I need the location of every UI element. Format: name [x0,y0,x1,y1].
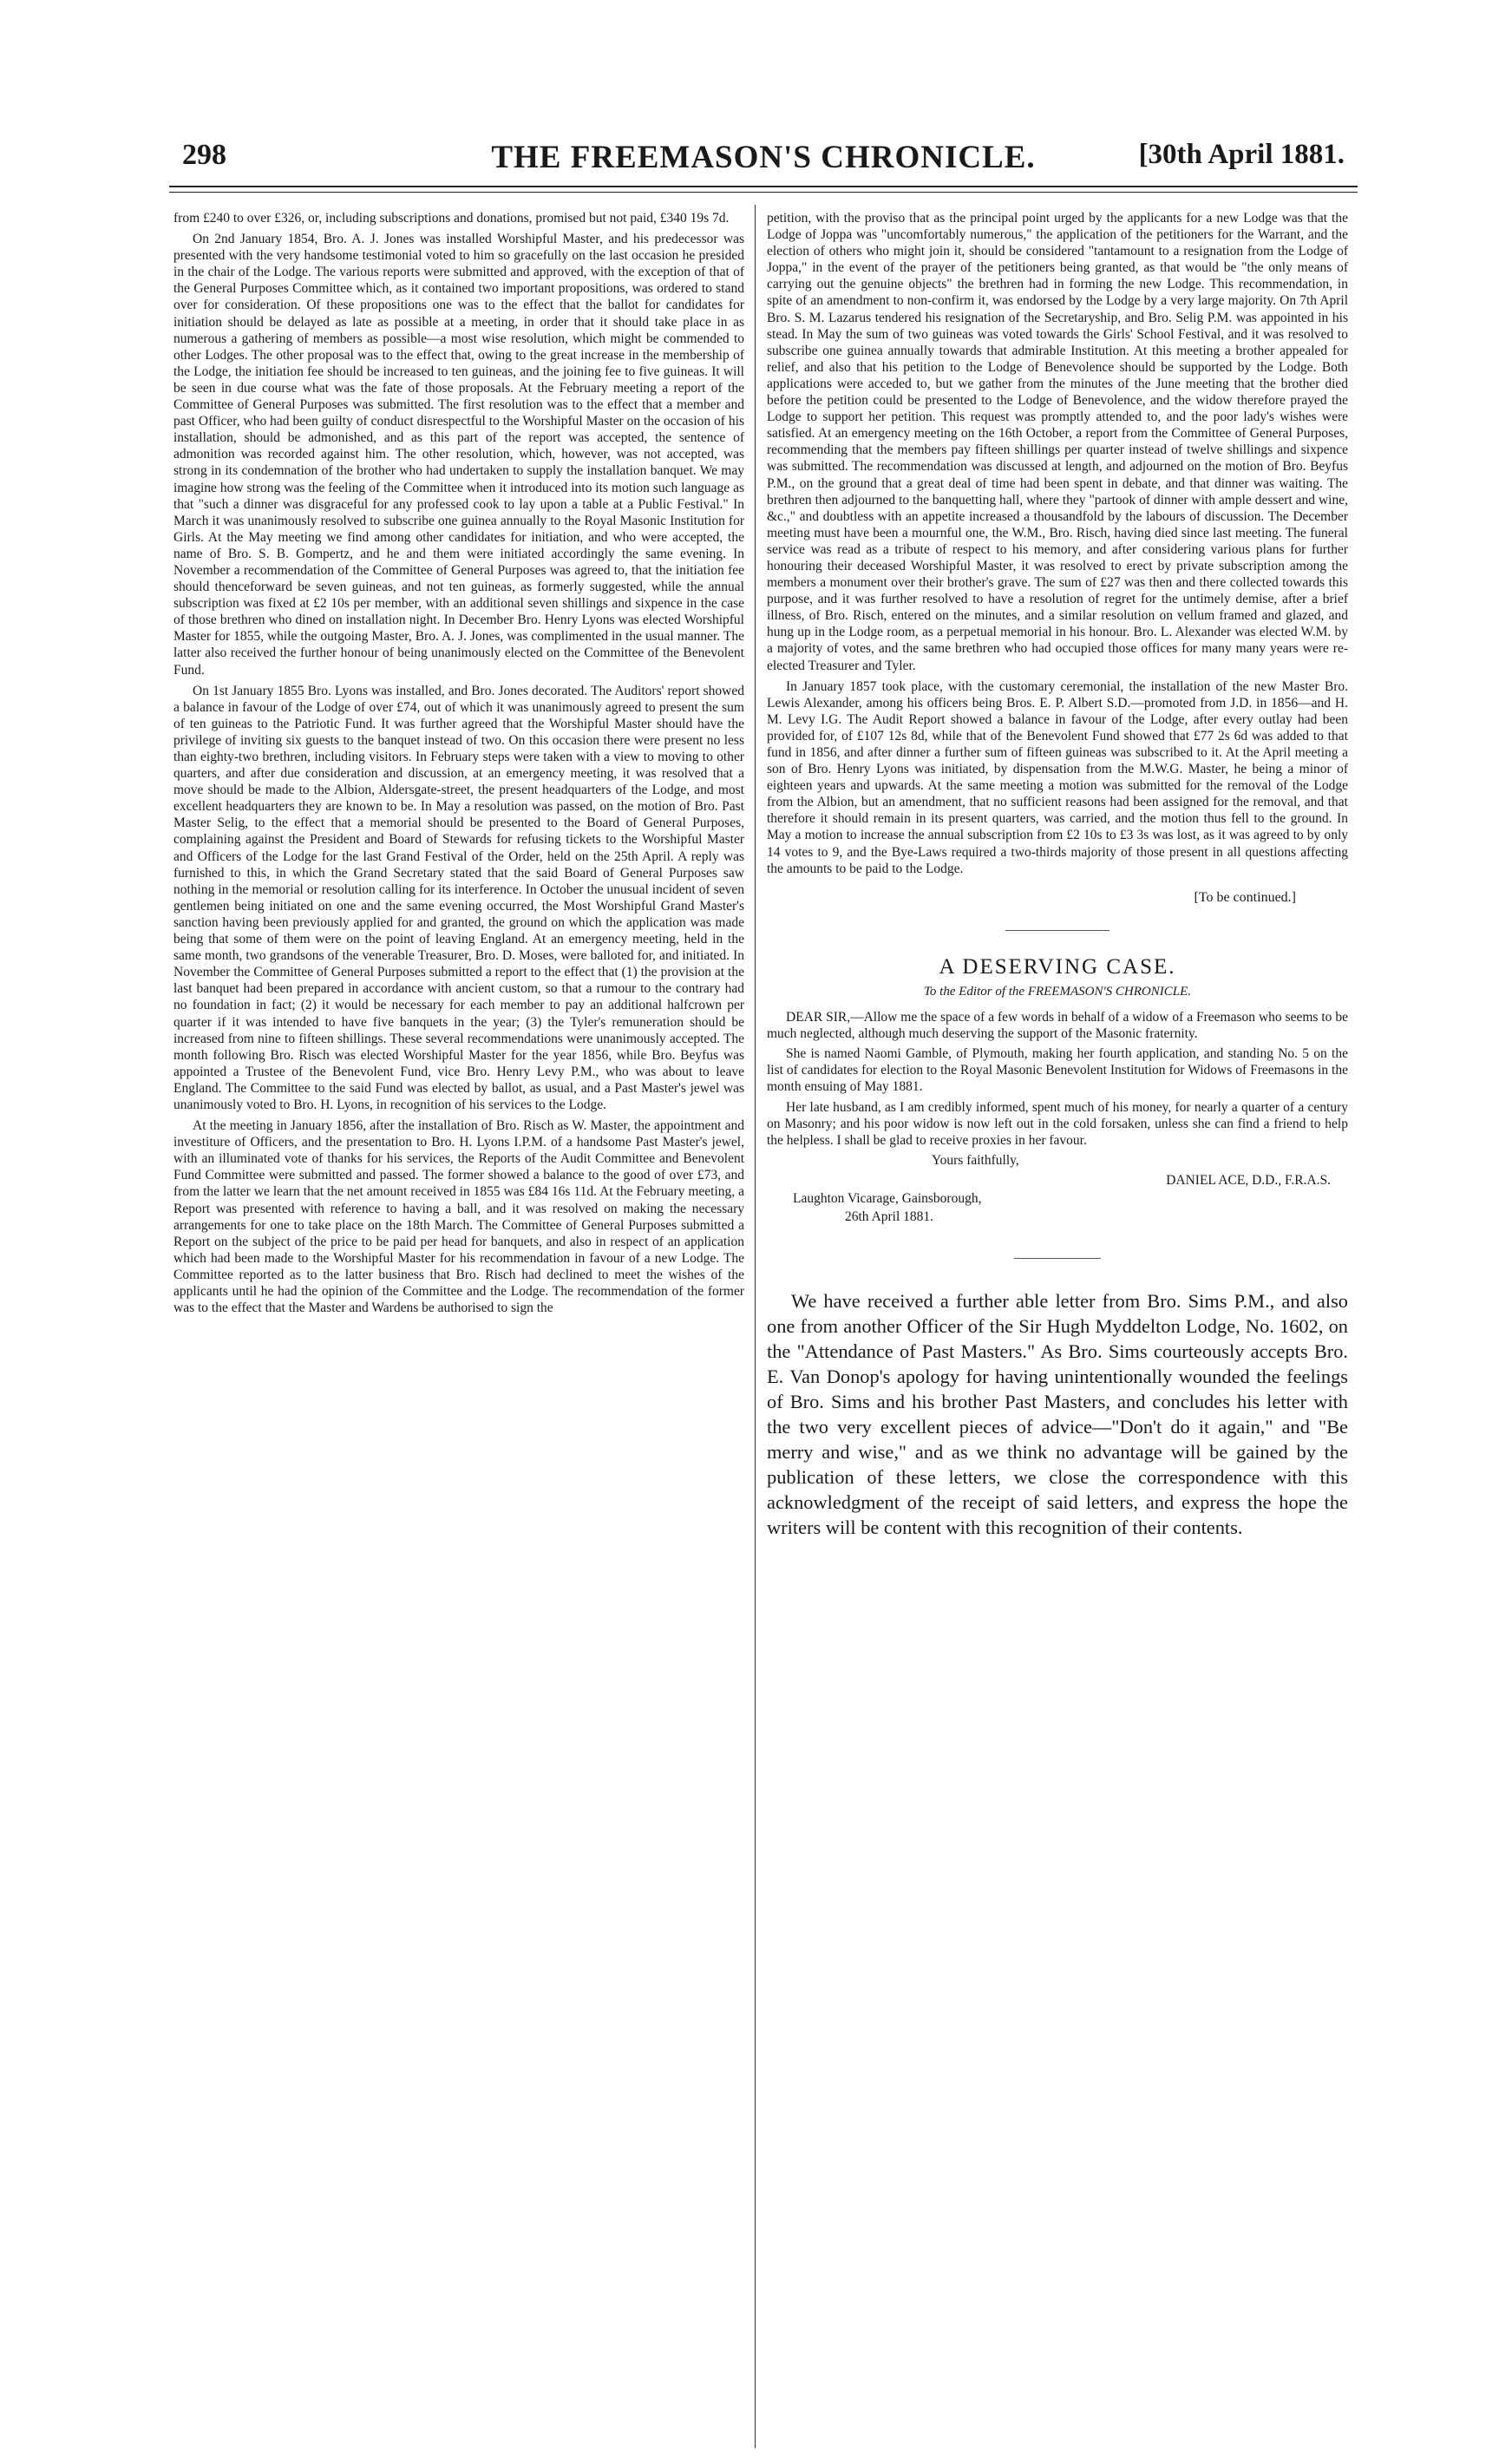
column-divider [755,205,756,2448]
left-column [173,210,744,2448]
article-paragraph: In January 1857 took place, with the customary ceremonial, the installation of the new Master Bro. Lewis Alexander, among his officers being Bros. E. P. Albert S.D.—promoted from J.D. in 1856—and H. M. Levy I.G. The Audit Report showed a balance in favour of the Lodge, after every outlay had been provided for, of £107 12s 8d, while that of the Benevolent Fund showed that £77 2s 6d was added to that fund in 1856, and after dinner a further sum of fifteen guineas was subscribed to it. At the April meeting a son of Bro. Henry Lyons was initiated, by dispensation from the M.W.G. Master, he being a minor of eighteen years and upwards. At the same meeting a motion was submitted for the removal of the Lodge from the Albion, but an amendment, that no sufficient reasons had been assigned for the removal, and that therefore it should remain in its present quarters, was carried, and the motion thus fell to the ground. In May a motion to increase the annual subscription from £2 10s to £3 3s was lost, as it was agreed to by only 14 votes to 9, and the Bye-Laws required a two-thirds majority of those present in all questions affecting the amounts to be paid to the Lodge. [767,678,1348,876]
header-rule [169,186,1358,187]
letter-paragraph: DEAR SIR,—Allow me the space of a few words in behalf of a widow of a Freemason who seems to be much neglected, although much deserving the support of the Masonic fraternity. [767,1010,1348,1042]
article-paragraph: petition, with the proviso that as the principal point urged by the applicants for a new Lodge was that the Lodge of Joppa was "uncomfortably numerous," the application of the petitioners for the Warrant, and the election of others who might join it, should be considered "tantamount to a resignation from the Lodge of Joppa," in the event of the prayer of the petitioners being granted, as that would be "the only means of carrying out the genuine objects" the brethren had in forming the new Lodge. This recommendation, in spite of an amendment to non-confirm it, was endorsed by the Lodge by a very large majority. On 7th April Bro. S. M. Lazarus tendered his resignation of the Secretaryship, and Bro. Selig P.M. was appointed in his stead. In May the sum of two guineas was voted towards the Girls' School Festival, and it was resolved to subscribe one guinea annually towards that admirable Institution. At this meeting a brother appealed for relief, and also that his petition to the Lodge of Benevolence should be supported by the Lodge. Both applications were acceded to, but we gather from the minutes of the June meeting that the brother died before the petition could be presented to the Lodge of Benevolence, and the widow therefore prayed the Lodge to support her petition. This request was promptly attended to, and the poor lady's wishes were satisfied. At an emergency meeting on the 16th October, a report from the Committee of General Purposes, recommending that the members pay fifteen shillings per quarter instead of twelve shillings and sixpence was submitted. The recommendation was discussed at length, and adjourned on the motion of Bro. Beyfus P.M., on the ground that a great deal of time had been spent in debate, and that dinner was waiting. The brethren then adjourned to the banquetting hall, where they "partook of dinner with ample dessert and wine, &c.," and doubtless with an appetite increased a thousandfold by the labours of discussion. The December meeting must have been a mournful one, the W.M., Bro. Risch, having died since last meeting. The funeral service was read as a tribute of respect to his memory, and after considering various plans for further honouring their deceased Worshipful Master, it was resolved to erect by private subscription among the members a monument over their brother's grave. The sum of £27 was then and there collected towards this purpose, and it was further resolved to have a resolution of regret for the untimely demise, after a brief illness, of Bro. Risch, entered on the minutes, and a similar resolution on vellum framed and glazed, and hung up in the Lodge room, as a perpetual memorial in his honour. Bro. L. Alexander was elected W.M. by a majority of votes, and the same brethren who had occupied those offices for many many years were re-elected Treasurer and Tyler. [767,211,1348,673]
letter-date: 26th April 1881. [845,1209,934,1225]
letter-place: Laughton Vicarage, Gainsborough, [793,1190,982,1206]
header-rule-thin [169,192,1358,193]
editorial-note: We have received a further able letter from Bro. Sims P.M., and also one from another Officer of the Sir Hugh Myddelton Lodge, No. 1602, on the "Attendance of Past Masters." As Bro. Sims courteously accepts Bro. E. Van Donop's apology for having unintentionally wounded the feelings of Bro. Sims and his brother Past Masters, and concludes his letter with the two very excellent pieces of advice—"Don't do it again," and "Be merry and wise," and as we think no advantage will be gained by the publication of these letters, we close the correspondence with this acknowledgment of the receipt of said letters, and express the hope the writers will be content with this recognition of their contents. [767,1290,1348,1539]
letter-paragraph: She is named Naomi Gamble, of Plymouth, making her fourth application, and standing No. 5 on the list of candidates for election to the Royal Masonic Benevolent Institution for Widows of Freemasons in the month ensuing of May 1881. [767,1046,1348,1095]
letter-section [767,954,1348,1225]
article-paragraph: On 2nd January 1854, Bro. A. J. Jones was installed Worshipful Master, and his predecessor was presented with the very handsome testimonial voted to him so gracefully on the last occasion he presided in the chair of the Lodge. The various reports were submitted and approved, with the exception of that of the General Purposes Committee which, as it contained two important propositions, was ordered to stand over for consideration. Of these propositions one was to the effect that the ballot for candidates for initiation should be delayed as late as possible at a meeting, in order that it should take place in as numerous a gathering of members as possible—a most wise resolution, which might be commended to other Lodges. The other proposal was to the effect that, owing to the great increase in the membership of the Lodge, the initiation fee should be increased to ten guineas, and the joining fee to five guineas. It will be seen in due course what was the fate of those proposals. At the February meeting a report of the Committee of General Purposes was submitted. The first resolution was to the effect that a member and past Officer, who had been guilty of conduct disrespectful to the Worshipful Master on the occasion of his installation, should be admonished, and as this part of the report was accepted, the sentence of admonition was recorded against him. The other resolution, which, however, was not accepted, was strong in its condemnation of the brother who had undertaken to supply the installation banquet. We may imagine how strong was the feeling of the Committee when it introduced into its motion such language as that "such a dinner was disgraceful for any professed cook to lay upon a table at a Public Festival." In March it was unanimously resolved to subscribe one guinea annually to the Royal Masonic Institution for Girls. At the May meeting we find among other candidates for initiation, and who were accepted, the name of Bro. S. B. Gompertz, and he and them were initiated accordingly the same evening. In November a recommendation of the Committee of General Purposes was agreed to, that the initiation fee should thenceforward be seven guineas, and not ten guineas, as formerly suggested, while the annual subscription was fixed at £2 10s per member, with an additional seven shillings and sixpence in the case of those brethren who dined on installation night. In December Bro. Henry Lyons was elected Worshipful Master for 1855, while the outgoing Master, Bro. A. J. Jones, was complimented in the usual manner. The latter also received the further honour of being unanimously elected on the Committee of the Benevolent Fund. [173,232,744,678]
article-paragraph: from £240 to over £326, or, including subscriptions and donations, promised but not paid, £340 19s 7d. [173,211,730,226]
to-be-continued: [To be continued.] [1194,889,1296,905]
issue-date: [30th April 1881. [1138,139,1345,170]
page-number: 298 [182,139,226,171]
section-separator [1005,930,1109,931]
publication-title: THE FREEMASON'S CHRONICLE. [491,140,1036,175]
section-separator [1014,1258,1101,1259]
letter-signature: DANIEL ACE, D.D., F.R.A.S. [1166,1172,1331,1188]
article-paragraph: On 1st January 1855 Bro. Lyons was installed, and Bro. Jones decorated. The Auditors' report showed a balance in favour of the Lodge of over £74, out of which it was unanimously agreed to present the sum of ten guineas to the Patriotic Fund. It was further agreed that the Worshipful Master should have the privilege of inviting six guests to the banquet instead of two. On this occasion there were present no less than eighty-two brethren, including visitors. In February steps were taken with a view to moving to other quarters, and after due consideration and discussion, at an emergency meeting, it was resolved that a move should be made to the Albion, Aldersgate-street, the present headquarters of the Lodge, and most excellent headquarters they are known to be. In May a resolution was passed, on the motion of Bro. Past Master Selig, to the effect that a memorial should be presented to the Board of General Purposes, complaining against the President and Board of Stewards for refusing tickets to the Worshipful Master and Officers of the Lodge for the last Grand Festival of the Order, held on the 25th April. A reply was furnished to this, in which the Grand Secretary stated that the said Board of General Purposes saw nothing in the memorial or resolution calling for its interference. In October the unusual incident of seven gentlemen being initiated on one and the same evening occurred, the Most Worshipful Grand Master's sanction having been previously applied for and granted, the ground on which the application was made being that some of them were on the point of leaving England. At an emergency meeting, held in the same month, two grandsons of the venerable Treasurer, Bro. D. Moses, were balloted for, and initiated. In November the Committee of General Purposes submitted a report to the effect that (1) the provision at the last banquet had been prepared in accordance with ancient custom, so that a rumour to the contrary had no foundation in fact; (2) it would be necessary for each member to pay an additional halfcrown per quarter if it was intended to have five banquets in the year; (3) the Tyler's remuneration should be increased from nine to fifteen shillings. These several recommendations were unanimously accepted. The month following Bro. Risch was elected Worshipful Master for the year 1856, while Bro. Beyfus was appointed a Trustee of the Benevolent Fund, vice Bro. Henry Levy P.M., who was about to leave England. The Committee to the said Fund was elected by ballot, as usual, and a Past Master's jewel was unanimously voted to Bro. H. Lyons, in recognition of his services to the Lodge. [173,683,744,1112]
letter-paragraph: Her late husband, as I am credibly informed, spent much of his money, for nearly a quarter of a century on Masonry; and his poor widow is now left out in the cold forsaken, unless she can find a friend to help the helpless. I shall be glad to receive proxies in her favour. [767,1099,1348,1148]
article-paragraph: At the meeting in January 1856, after the installation of Bro. Risch as W. Master, the appointment and investiture of Officers, and the presentation to Bro. H. Lyons I.P.M. of a handsome Past Master's jewel, with an illuminated vote of thanks for his services, the Reports of the Audit Committee and Benevolent Fund Committee were submitted and passed. The former showed a balance to the good of over £73, and from the latter we learn that the net amount received in 1855 was £84 16s 11d. At the February meeting, a Report was presented with reference to having a ball, and it was resolved on making the necessary arrangements for one to take place on the 18th March. The Committee of General Purposes submitted a Report on the subject of the price to be paid per head for banquets, and also in respect of an application which had been made to the Worshipful Master for his recommendation in favour of a new Lodge. The Committee reported as to the latter business that Bro. Risch had declined to meet the wishes of the applicants until he had the opinion of the Committee and the Lodge. The recommendation of the former was to the effect that the Master and Wardens be authorised to sign the [173,1118,744,1316]
letter-title: A DESERVING CASE. [939,954,1176,979]
letter-subtitle: To the Editor of the FREEMASON'S CHRONICLE. [923,984,1192,999]
right-column [767,210,1348,2448]
letter-closing: Yours faithfully, [932,1152,1019,1168]
masthead [182,139,1345,186]
